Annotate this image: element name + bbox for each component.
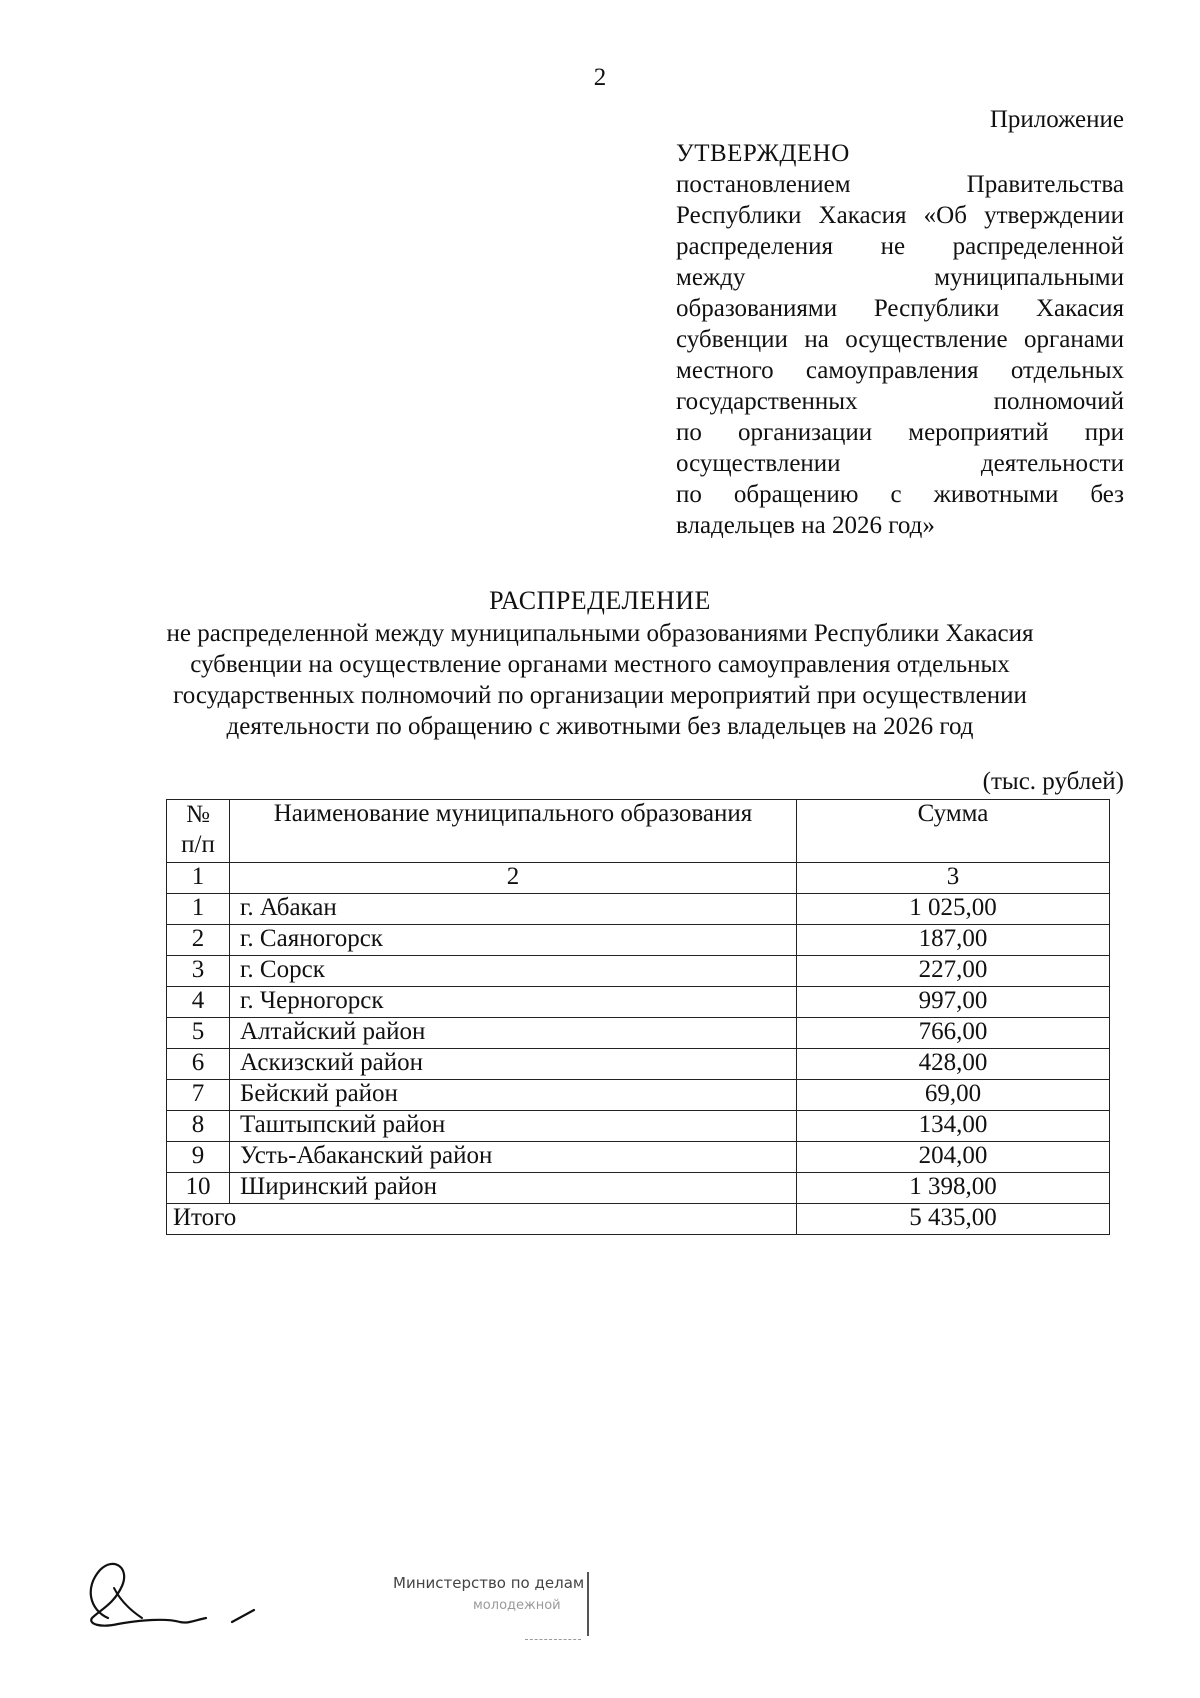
approval-word: по — [676, 481, 702, 508]
approval-line — [676, 324, 1124, 355]
row-name: Алтайский район — [230, 1018, 797, 1049]
row-sum: 428,00 — [797, 1049, 1110, 1080]
table-row — [167, 1142, 1110, 1173]
approval-word: образованиями — [676, 295, 838, 322]
approval-word: животными — [933, 481, 1059, 508]
row-number: 6 — [167, 1049, 230, 1080]
subtitle-line: субвенции на осуществление органами местного самоуправления отдельных — [190, 651, 1010, 678]
approval-word: субвенции — [676, 326, 788, 353]
row-sum: 766,00 — [797, 1018, 1110, 1049]
table-row — [167, 894, 1110, 925]
approval-word: Республики — [873, 295, 1000, 322]
row-sum: 69,00 — [797, 1080, 1110, 1111]
row-name: Таштыпский район — [230, 1111, 797, 1142]
column-number: 2 — [230, 863, 797, 894]
approval-word: владельцев на 2026 год» — [676, 512, 935, 539]
header-name: Наименование муниципального образования — [230, 800, 797, 863]
subtitle-line: не распределенной между муниципальными образованиями Республики Хакасия — [166, 620, 1034, 647]
approval-line — [676, 417, 1124, 448]
row-name: г. Абакан — [230, 894, 797, 925]
approval-word: не — [880, 233, 906, 260]
stamp-line: молодежной — [473, 1598, 561, 1613]
approval-word: осуществление — [845, 326, 1008, 353]
approval-word: с — [890, 481, 902, 508]
row-number: 7 — [167, 1080, 230, 1111]
row-number: 8 — [167, 1111, 230, 1142]
table-header-row — [167, 800, 1110, 863]
header-number — [167, 800, 230, 863]
approval-word: между — [676, 264, 746, 291]
approval-word: без — [1090, 481, 1124, 508]
approval-line — [676, 479, 1124, 510]
approval-word: при — [1084, 419, 1124, 446]
row-name: г. Саяногорск — [230, 925, 797, 956]
row-number: 5 — [167, 1018, 230, 1049]
signature-icon — [70, 1548, 270, 1638]
column-numbers-row — [167, 863, 1110, 894]
row-name: г. Сорск — [230, 956, 797, 987]
row-name: Аскизский район — [230, 1049, 797, 1080]
approval-block — [676, 138, 1124, 541]
stamp-border — [587, 1572, 589, 1636]
row-sum: 187,00 — [797, 925, 1110, 956]
approval-word: Республики — [676, 202, 802, 229]
approval-word: постановлением — [676, 171, 851, 198]
row-number: 4 — [167, 987, 230, 1018]
page-number: 2 — [593, 64, 607, 91]
approval-word: Хакасия — [818, 202, 907, 229]
row-number: 1 — [167, 894, 230, 925]
row-name: Усть-Абаканский район — [230, 1142, 797, 1173]
approval-line — [676, 355, 1124, 386]
approval-word: Хакасия — [1036, 295, 1124, 322]
row-sum: 1 025,00 — [797, 894, 1110, 925]
approval-word: осуществлении — [676, 450, 841, 477]
approval-word: органами — [1023, 326, 1124, 353]
approval-line — [676, 169, 1124, 200]
approval-word: распределения — [676, 233, 833, 260]
row-sum: 134,00 — [797, 1111, 1110, 1142]
approved-heading: УТВЕРЖДЕНО — [676, 140, 850, 167]
document-title: РАСПРЕДЕЛЕНИЕ — [489, 586, 711, 615]
header-number-line2: п/п — [181, 831, 215, 858]
approval-word: по — [676, 419, 702, 446]
table-row — [167, 1173, 1110, 1204]
approval-line — [676, 262, 1124, 293]
stamp — [385, 1568, 595, 1646]
approval-word: на — [804, 326, 829, 353]
approval-word: организации — [737, 419, 873, 446]
table-row — [167, 1049, 1110, 1080]
table-row — [167, 987, 1110, 1018]
total-label: Итого — [167, 1204, 797, 1235]
subtitle-line: государственных полномочий по организации мероприятий при осуществлении — [173, 682, 1027, 709]
approval-line — [676, 231, 1124, 262]
column-number: 3 — [797, 863, 1110, 894]
table-row — [167, 956, 1110, 987]
approval-word: государственных — [676, 388, 858, 415]
handwritten-signature — [70, 1548, 270, 1638]
row-sum: 227,00 — [797, 956, 1110, 987]
table-body — [167, 894, 1110, 1204]
header-number-line1: № — [186, 801, 210, 828]
stamp-line: Министерство по делам — [393, 1574, 585, 1592]
approval-word: распределенной — [952, 233, 1124, 260]
row-sum: 204,00 — [797, 1142, 1110, 1173]
subtitle-line: деятельности по обращению с животными без владельцев на 2026 год — [226, 713, 974, 740]
approval-word: местного — [676, 357, 774, 384]
approval-word: самоуправления — [805, 357, 979, 384]
approval-word: «Об — [923, 202, 967, 229]
row-number: 10 — [167, 1173, 230, 1204]
approval-word: мероприятий — [908, 419, 1049, 446]
appendix-label: Приложение — [989, 106, 1124, 133]
approval-word: обращению — [733, 481, 859, 508]
row-sum: 997,00 — [797, 987, 1110, 1018]
distribution-table — [166, 799, 1110, 1235]
table-row — [167, 925, 1110, 956]
row-number: 3 — [167, 956, 230, 987]
approval-line — [676, 510, 1124, 541]
header-sum: Сумма — [797, 800, 1110, 863]
approval-line — [676, 293, 1124, 324]
units-label: (тыс. рублей) — [982, 768, 1124, 795]
approval-word: деятельности — [980, 450, 1124, 477]
table-row — [167, 1018, 1110, 1049]
row-name: Бейский район — [230, 1080, 797, 1111]
approval-word: отдельных — [1010, 357, 1124, 384]
approval-line — [676, 200, 1124, 231]
table-row — [167, 1080, 1110, 1111]
total-row — [167, 1204, 1110, 1235]
approval-line — [676, 386, 1124, 417]
total-sum: 5 435,00 — [797, 1204, 1110, 1235]
row-name: г. Черногорск — [230, 987, 797, 1018]
row-sum: 1 398,00 — [797, 1173, 1110, 1204]
column-number: 1 — [167, 863, 230, 894]
approval-word: муниципальными — [934, 264, 1124, 291]
document-subtitle — [150, 618, 1050, 742]
row-name: Ширинский район — [230, 1173, 797, 1204]
row-number: 2 — [167, 925, 230, 956]
approval-line — [676, 448, 1124, 479]
approval-word: полномочий — [993, 388, 1124, 415]
approval-text — [676, 169, 1124, 541]
approval-word: Правительства — [966, 171, 1124, 198]
stamp-border — [525, 1639, 581, 1640]
approval-word: утверждении — [984, 202, 1124, 229]
row-number: 9 — [167, 1142, 230, 1173]
table-row — [167, 1111, 1110, 1142]
